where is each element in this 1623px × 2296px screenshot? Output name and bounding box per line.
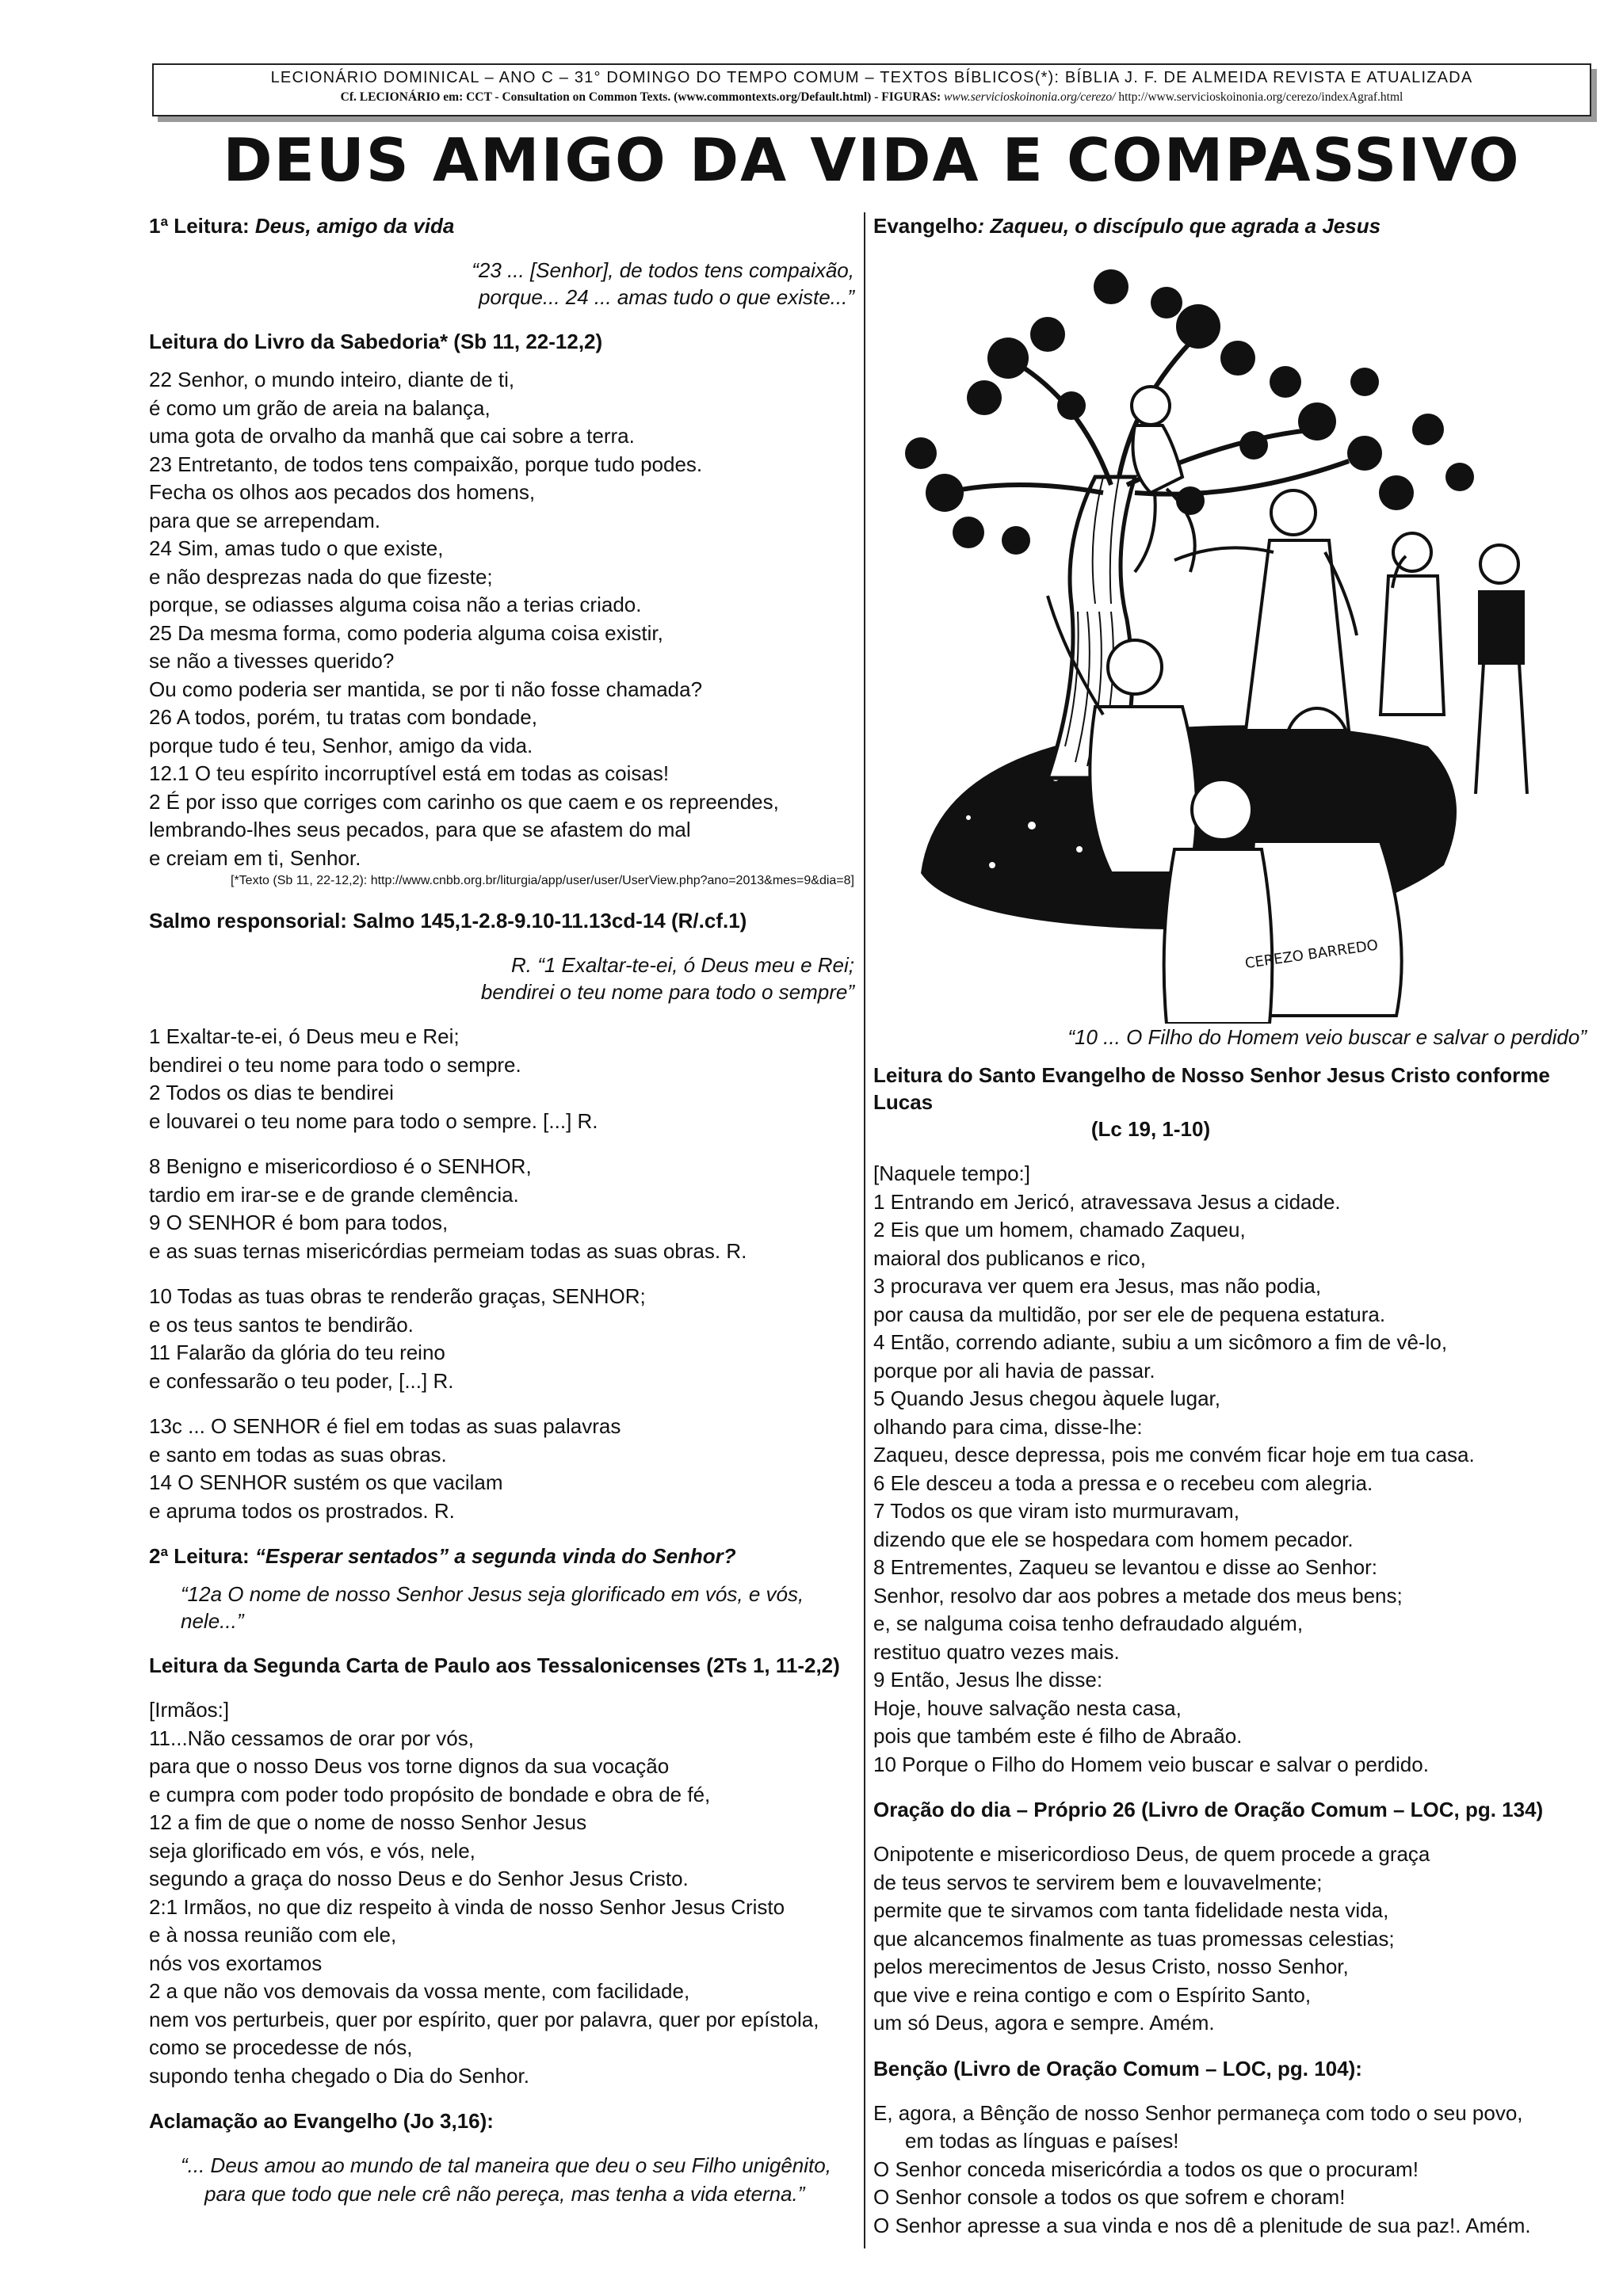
verse-line: 4 Então, correndo adiante, subiu a um sicômoro a fim de vê-lo, [873,1330,1448,1354]
verse-line: e, se nalguma coisa tenho defraudado alguém, [873,1611,1304,1635]
thessalonians-book-heading: Leitura da Segunda Carta de Paulo aos Tessalonicenses (2Ts 1, 11-2,2) [149,1653,840,1677]
header-figures-index-link[interactable]: http://www.servicioskoinonia.org/cerezo/indexAgraf.html [1115,90,1403,104]
acclamation-line-2: para que todo que nele crê não pereça, mas tenha a vida eterna.” [204,2181,805,2206]
first-reading-quote-2: porque... 24 ... amas tudo o que existe...” [478,285,854,309]
verse-line: e à nossa reunião com ele, [149,1923,397,1947]
verse-line: Hoje, houve salvação nesta casa, [873,1695,1182,1720]
verse-line: 23 Entretanto, de todos tens compaixão, porque tudo podes. [149,452,703,476]
verse-line: Senhor, resolvo dar aos pobres a metade dos meus bens; [873,1583,1403,1608]
verse-line: supondo tenha chegado o Dia do Senhor. [149,2063,529,2088]
blessing-line: O Senhor conceda misericórdia a todos os que o procuram! [873,2157,1419,2181]
second-reading-heading: 2ª Leitura: “Esperar sentados” a segunda vinda do Senhor? [149,1544,736,1568]
psalm-line: 2 Todos os dias te bendirei [149,1081,394,1104]
prayer-line: que vive e reina contigo e com o Espírito Santo, [873,1982,1312,2007]
psalm-line: e as suas ternas misericórdias permeiam todas as suas obras. R. [149,1238,747,1263]
psalm-line: 11 Falarão da glória do teu reino [149,1341,445,1364]
luke-book-heading: Leitura do Santo Evangelho de Nosso Senhor Jesus Cristo conforme Lucas [873,1063,1550,1114]
verse-line: seja glorificado em vós, e vós, nele, [149,1838,475,1863]
prayer-line: que alcancemos finalmente as tuas promessas celestias; [873,1926,1395,1951]
gospel-quote: “10 ... O Filho do Homem veio buscar e salvar o perdido” [1067,1025,1587,1049]
acclamation-line-1: “... Deus amou ao mundo de tal maneira que deu o seu Filho unigênito, [181,2153,831,2177]
psalm-line: e confessarão o teu poder, [...] R. [149,1368,454,1393]
verse-line: 9 Então, Jesus lhe disse: [873,1668,1103,1691]
verse-line: 3 procurava ver quem era Jesus, mas não podia, [873,1274,1322,1298]
psalm-line: e os teus santos te bendirão. [149,1312,414,1337]
psalm-line: 8 Benigno e misericordioso é o SENHOR, [149,1154,532,1178]
verse-line: 2 a que não vos demovais da vossa mente, com facilidade, [149,1979,690,2003]
verse-line: 24 Sim, amas tudo o que existe, [149,536,444,560]
verse-line: dizendo que ele se hospedara com homem pecador. [873,1527,1354,1551]
verse-line: e creiam em ti, Senhor. [149,845,361,870]
psalm-response-1: R. “1 Exaltar-te-ei, ó Deus meu e Rei; [510,953,854,977]
blessing-line: O Senhor console a todos os que sofrem e choram! [873,2185,1346,2209]
verse-line: uma gota de orvalho da manhã que cai sobre a terra. [149,424,635,448]
verse-line: porque por ali havia de passar. [873,1358,1155,1383]
verse-line: restituo quatro vezes mais. [873,1639,1120,1664]
verse-line: 8 Entrementes, Zaqueu se levantou e disse ao Senhor: [873,1555,1377,1579]
psalm-line: tardio em irar-se e de grande clemência. [149,1182,519,1207]
verse-line: 1 Entrando em Jericó, atravessava Jesus a cidade. [873,1189,1341,1214]
verse-line: 11...Não cessamos de orar por vós, [149,1726,474,1750]
column-divider [864,212,865,2248]
verse-line: 7 Todos os que viram isto murmuravam, [873,1499,1239,1523]
verse-line: 22 Senhor, o mundo inteiro, diante de ti, [149,368,515,391]
psalm-stanza-4 [149,1413,854,1525]
verse-line: 10 Porque o Filho do Homem veio buscar e salvar o perdido. [873,1752,1429,1776]
psalm-response-2: bendirei o teu nome para todo o sempre” [480,980,854,1004]
luke-book-reference: (Lc 19, 1-10) [1090,1117,1211,1141]
verse-line: porque, se odiasses alguma coisa não a terias criado. [149,593,642,616]
psalm-heading: Salmo responsorial: Salmo 145,1-2.8-9.10-11.13cd-14 (R/.cf.1) [149,909,747,933]
verse-line: 2 Eis que um homem, chamado Zaqueu, [873,1218,1246,1241]
prayer-heading: Oração do dia – Próprio 26 (Livro de Oração Comum – LOC, pg. 134) [873,1798,1544,1821]
verse-line: é como um grão de areia na balança, [149,395,491,420]
page-title: DEUS AMIGO DA VIDA E COMPASSIVO [223,125,1521,195]
verse-line: nem vos perturbeis, quer por espírito, quer por palavra, quer por epístola, [149,2007,819,2031]
psalm-stanza-2 [149,1153,854,1265]
verse-line: segundo a graça do nosso Deus e do Senhor Jesus Cristo. [149,1867,689,1890]
verse-line: [Irmãos:] [149,1698,230,1722]
psalm-line: 10 Todas as tuas obras te renderão graças, SENHOR; [149,1284,646,1308]
verse-line: maioral dos publicanos e rico, [873,1245,1146,1270]
psalm-line: 13c ... O SENHOR é fiel em todas as suas palavras [149,1414,621,1438]
verse-line: e cumpra com poder todo propósito de bondade e obra de fé, [149,1782,711,1806]
second-reading-quote: “12a O nome de nosso Senhor Jesus seja glorificado em vós, e vós, nele...” [181,1582,804,1633]
verse-line: 26 A todos, porém, tu tratas com bondade, [149,705,537,729]
header-figures-link[interactable]: www.servicioskoinonia.org/cerezo/ [944,90,1116,104]
verse-line: 12 a fim de que o nome de nosso Senhor Jesus [149,1810,587,1834]
verse-line: se não a tivesses querido? [149,649,395,673]
blessing-line: O Senhor apresse a sua vinda e nos dê a plenitude de sua paz!. Amém. [873,2213,1531,2237]
verse-line: Fecha os olhos aos pecados dos homens, [149,480,536,504]
psalm-line: bendirei o teu nome para todo o sempre. [149,1052,521,1077]
gospel-text [873,1160,1587,1779]
verse-line: 25 Da mesma forma, como poderia alguma coisa existir, [149,620,663,645]
verse-line: e não desprezas nada do que fizeste; [149,564,493,589]
verse-line: como se procedesse de nós, [149,2035,413,2059]
psalm-line: 9 O SENHOR é bom para todos, [149,1211,449,1234]
prayer-line: pelos merecimentos de Jesus Cristo, nosso Senhor, [873,1955,1349,1978]
left-column [149,212,854,2208]
verse-line: 12.1 O teu espírito incorruptível está em todas as coisas! [149,761,670,785]
psalm-stanza-1 [149,1023,854,1135]
verse-line: nós vos exortamos [149,1951,323,1975]
verse-line: para que o nosso Deus vos torne dignos da sua vocação [149,1754,670,1778]
blessing-line: E, agora, a Bênção de nosso Senhor permaneça com todo o seu povo, [873,2100,1523,2125]
prayer-line: de teus servos te servirem bem e louvavelmente; [873,1870,1323,1894]
psalm-line: e santo em todas as suas obras. [149,1442,447,1466]
wisdom-text [149,366,854,872]
first-reading-heading: 1ª Leitura: Deus, amigo da vida [149,214,455,238]
psalm-line: e apruma todos os prostrados. R. [149,1498,455,1523]
wisdom-book-heading: Leitura do Livro da Sabedoria* (Sb 11, 22-12,2) [149,330,603,353]
verse-line: porque tudo é teu, Senhor, amigo da vida. [149,733,533,757]
blessing-heading: Benção (Livro de Oração Comum – LOC, pg. 104): [873,2056,1362,2081]
verse-line: 6 Ele desceu a toda a pressa e o recebeu com alegria. [873,1470,1373,1495]
gospel-heading: Evangelho: Zaqueu, o discípulo que agrada a Jesus [873,214,1381,238]
verse-line: lembrando-lhes seus pecados, para que se afastem do mal [149,818,691,841]
psalm-stanza-3 [149,1283,854,1395]
prayer-line: Onipotente e misericordioso Deus, de quem procede a graça [873,1842,1430,1866]
wisdom-source-link[interactable]: [*Texto (Sb 11, 22-12,2): http://www.cnbb.org.br/liturgia/app/user/user/UserView.php?ano=2013&mes=9&dia=8] [231,874,854,887]
verse-line: [Naquele tempo:] [873,1161,1031,1185]
verse-line: 2 É por isso que corriges com carinho os que caem e os repreendes, [149,789,779,814]
acclamation-heading: Aclamação ao Evangelho (Jo 3,16): [149,2109,494,2133]
header-source-text: Cf. LECIONÁRIO em: CCT - Consultation on Common Texts. (www.commontexts.org/Default.html) - FIGURAS: [340,90,945,104]
right-column [873,212,1587,2240]
zacchaeus-illustration [873,239,1587,1024]
verse-line: pois que também este é filho de Abraão. [873,1724,1243,1748]
verse-line: olhando para cima, disse-lhe: [873,1414,1143,1439]
verse-line: 2:1 Irmãos, no que diz respeito à vinda de nosso Senhor Jesus Cristo [149,1894,785,1919]
verse-line: por causa da multidão, por ser ele de pequena estatura. [873,1302,1386,1326]
psalm-line: 1 Exaltar-te-ei, ó Deus meu e Rei; [149,1024,460,1048]
blessing-line: em todas as línguas e países! [905,2129,1179,2153]
verse-line: 5 Quando Jesus chegou àquele lugar, [873,1386,1221,1410]
verse-line: Zaqueu, desce depressa, pois me convém ficar hoje em tua casa. [873,1443,1475,1466]
thessalonians-text [149,1696,854,2090]
header-line-2 [154,90,1590,105]
illustration-signature: CEREZO BARREDO [1243,936,1380,972]
verse-line: para que se arrependam. [149,508,380,532]
psalm-line: 14 O SENHOR sustém os que vacilam [149,1470,503,1494]
blessing-text [873,2100,1587,2241]
prayer-line: permite que te sirvamos com tanta fidelidade nesta vida, [873,1898,1389,1922]
verse-line: Ou como poderia ser mantida, se por ti não fosse chamada? [149,677,703,701]
header-line-1: LECIONÁRIO DOMINICAL – ANO C – 31° DOMINGO DO TEMPO COMUM – TEXTOS BÍBLICOS(*): BÍBLIA J. F. DE ALMEIDA REVISTA E ATUALIZADA [270,69,1473,86]
lectionary-header [152,63,1591,116]
first-reading-quote-1: “23 ... [Senhor], de todos tens compaixão, [472,258,854,282]
prayer-text [873,1840,1587,2038]
psalm-line: e louvarei o teu nome para todo o sempre. [...] R. [149,1108,598,1133]
prayer-line: um só Deus, agora e sempre. Amém. [873,2011,1215,2035]
